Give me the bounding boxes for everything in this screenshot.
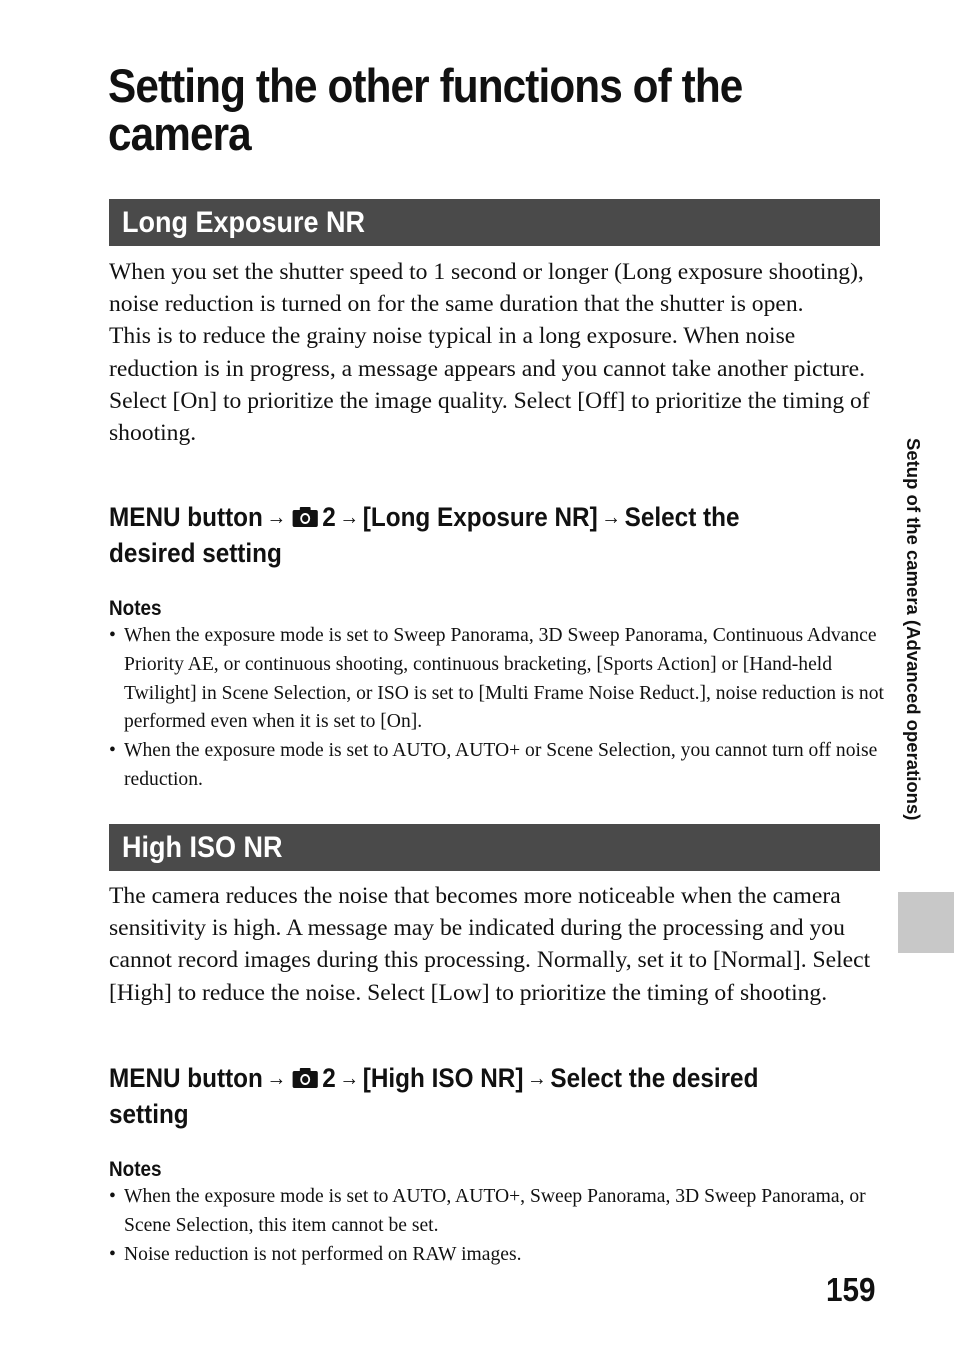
side-tab-marker bbox=[898, 892, 954, 953]
section-heading-long-exposure-nr: Long Exposure NR bbox=[109, 199, 880, 246]
menu-tab-number: 2 bbox=[322, 1063, 336, 1093]
list-item: • When the exposure mode is set to Sweep Panorama, 3D Sweep Panorama, Continuous Advance Priority AE, or continuous shooting, continuous bracketing, [Sports Action] or [Hand-held Twilight] in Scene Selection, or ISO is set to [Multi Frame Noise Reduct.], noise reduction is not performed even when it is set to [On]. bbox=[109, 622, 889, 737]
menu-action-label: Select the desired setting bbox=[109, 1063, 759, 1129]
arrow-right-icon: → bbox=[601, 504, 622, 529]
menu-tab-number: 2 bbox=[322, 502, 336, 532]
menu-action-label: Select the desired setting bbox=[109, 502, 740, 568]
notes-list-high-iso bbox=[109, 1183, 889, 1269]
high-iso-description bbox=[109, 880, 884, 1009]
arrow-right-icon: → bbox=[339, 504, 360, 529]
menu-item-label: [High ISO NR] bbox=[362, 1063, 524, 1093]
notes-list-long-exposure bbox=[109, 622, 889, 795]
list-item: • Noise reduction is not performed on RAW images. bbox=[109, 1241, 889, 1270]
arrow-right-icon: → bbox=[266, 1065, 287, 1090]
camera-icon bbox=[292, 1067, 319, 1089]
notes-heading: Notes bbox=[109, 597, 162, 620]
arrow-right-icon: → bbox=[266, 504, 287, 529]
menu-path-long-exposure bbox=[109, 500, 820, 571]
page-title-line-1: Setting the other functions of the bbox=[108, 59, 743, 112]
page-title-line-2: camera bbox=[108, 107, 251, 160]
menu-item-label: [Long Exposure NR] bbox=[362, 502, 598, 532]
notes-heading: Notes bbox=[109, 1158, 162, 1181]
paragraph: This is to reduce the grainy noise typical in a long exposure. When noise reduction is in progress, a message appears and you cannot take another picture. Select [On] to prioritize the image quality. Select [Off] to prioritize the timing of shooting. bbox=[109, 323, 870, 447]
paragraph: The camera reduces the noise that becomes more noticeable when the camera sensitivity is high. A message may be indicated during the processing and you cannot record images during this processing. Normally, set it to [Normal]. Select [High] to reduce the noise. Select [Low] to prioritize the timing of shooting. bbox=[109, 883, 871, 1006]
side-tab-label: Setup of the camera (Advanced operations) bbox=[903, 438, 924, 821]
menu-path-high-iso bbox=[109, 1061, 820, 1132]
camera-icon bbox=[292, 506, 319, 528]
paragraph: When you set the shutter speed to 1 second or longer (Long exposure shooting), noise reduction is turned on for the same duration that the shutter is open. bbox=[109, 259, 864, 318]
menu-button-label: MENU button bbox=[109, 502, 263, 532]
arrow-right-icon: → bbox=[527, 1065, 547, 1090]
long-exposure-description bbox=[109, 256, 884, 449]
section-heading-high-iso-nr: High ISO NR bbox=[109, 824, 880, 871]
list-item: • When the exposure mode is set to AUTO, AUTO+, Sweep Panorama, 3D Sweep Panorama, or Scene Selection, this item cannot be set. bbox=[109, 1183, 889, 1241]
list-item: • When the exposure mode is set to AUTO, AUTO+ or Scene Selection, you cannot turn off noise reduction. bbox=[109, 737, 889, 795]
arrow-right-icon: → bbox=[339, 1065, 360, 1090]
menu-button-label: MENU button bbox=[109, 1063, 263, 1093]
page-title bbox=[108, 59, 810, 160]
page-number: 159 bbox=[826, 1271, 876, 1308]
